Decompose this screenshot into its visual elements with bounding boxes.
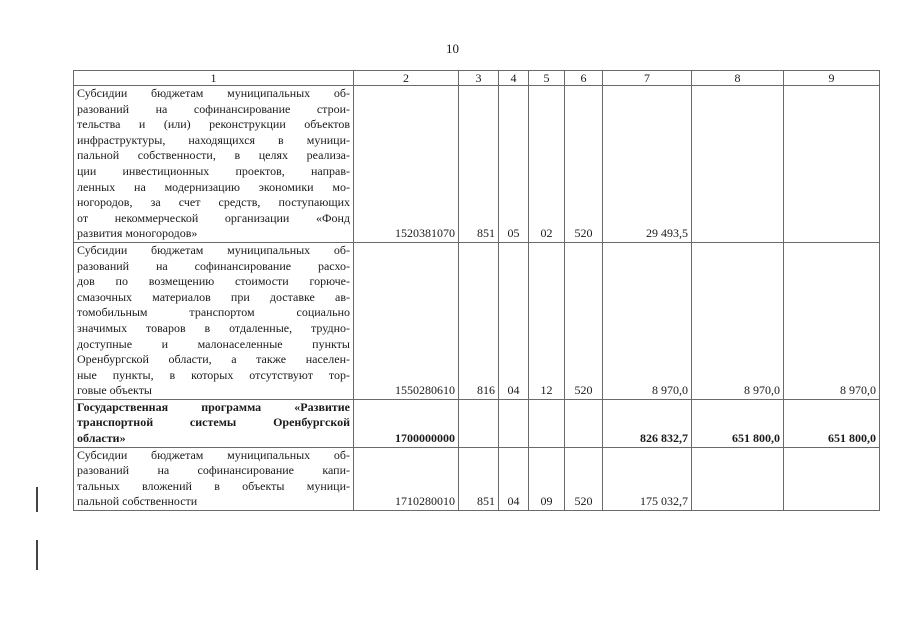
row-amount-8: 651 800,0	[692, 399, 784, 447]
margin-mark	[36, 540, 38, 570]
row-amount-8	[692, 447, 784, 510]
table-row	[74, 242, 880, 399]
description-line: Государственная программа «Развитие	[77, 399, 350, 414]
table-row	[74, 86, 880, 243]
column-header-1: 1	[74, 71, 354, 86]
row-description	[74, 399, 354, 447]
row-col-6: 520	[565, 447, 603, 510]
description-line: ции инвестиционных проектов, направ-	[77, 163, 350, 178]
row-col-3: 851	[459, 447, 499, 510]
row-code: 1700000000	[354, 399, 459, 447]
description-line: Оренбургской области, а также населен-	[77, 352, 350, 367]
row-col-3	[459, 399, 499, 447]
description-line: ные пункты, в которых отсутствуют тор-	[77, 367, 350, 382]
table-row	[74, 447, 880, 510]
description-line: области»	[77, 431, 126, 446]
description-line: томобильным транспортом социально	[77, 305, 350, 320]
row-description	[74, 447, 354, 510]
column-header-5: 5	[529, 71, 565, 86]
row-amount-9: 8 970,0	[784, 242, 880, 399]
budget-table	[73, 70, 880, 511]
column-header-4: 4	[499, 71, 529, 86]
row-col-6	[565, 399, 603, 447]
description-line: смазочных материалов при доставке ав-	[77, 289, 350, 304]
description-line: развития моногородов»	[77, 226, 198, 241]
row-description	[74, 242, 354, 399]
row-amount-8	[692, 86, 784, 243]
description-line: говые объекты	[77, 383, 152, 398]
column-header-8: 8	[692, 71, 784, 86]
row-col-4: 05	[499, 86, 529, 243]
page-number: 10	[446, 41, 459, 56]
column-header-3: 3	[459, 71, 499, 86]
description-line: инфраструктуры, находящихся в муници-	[77, 132, 350, 147]
row-col-5: 12	[529, 242, 565, 399]
row-amount-9	[784, 86, 880, 243]
column-header-9: 9	[784, 71, 880, 86]
description-line: тальных вложений в объекты муници-	[77, 478, 350, 493]
description-line: от некоммерческой организации «Фонд	[77, 210, 350, 225]
row-amount-9: 651 800,0	[784, 399, 880, 447]
column-header-2: 2	[354, 71, 459, 86]
margin-mark	[36, 487, 38, 512]
description-line: ногородов, за счет средств, поступающих	[77, 195, 350, 210]
row-amount-9	[784, 447, 880, 510]
row-col-5: 02	[529, 86, 565, 243]
description-line: ленных на модернизацию экономики мо-	[77, 179, 350, 194]
description-line: пальной собственности	[77, 494, 198, 509]
row-col-3: 851	[459, 86, 499, 243]
row-amount-7: 826 832,7	[603, 399, 692, 447]
description-line: разований на софинансирование строи-	[77, 101, 350, 116]
row-col-4	[499, 399, 529, 447]
header-row	[74, 71, 880, 86]
row-description	[74, 86, 354, 243]
description-line: Субсидии бюджетам муниципальных об-	[77, 242, 350, 257]
table-row	[74, 399, 880, 447]
description-line: разований на софинансирование расхо-	[77, 258, 350, 273]
row-amount-8: 8 970,0	[692, 242, 784, 399]
description-line: Субсидии бюджетам муниципальных об-	[77, 447, 350, 462]
description-line: транспортной системы Оренбургской	[77, 415, 350, 430]
row-col-5	[529, 399, 565, 447]
description-line: тельства и (или) реконструкции объектов	[77, 117, 350, 132]
row-code: 1520381070	[354, 86, 459, 243]
column-header-7: 7	[603, 71, 692, 86]
row-code: 1550280610	[354, 242, 459, 399]
row-col-4: 04	[499, 447, 529, 510]
description-line: Субсидии бюджетам муниципальных об-	[77, 86, 350, 100]
row-amount-7: 8 970,0	[603, 242, 692, 399]
description-line: дов по возмещению стоимости горюче-	[77, 274, 350, 289]
row-col-6: 520	[565, 242, 603, 399]
description-line: доступные и малонаселенные пункты	[77, 336, 350, 351]
description-line: значимых товаров в отдаленные, трудно-	[77, 320, 350, 335]
column-header-6: 6	[565, 71, 603, 86]
row-code: 1710280010	[354, 447, 459, 510]
description-line: пальной собственности, в целях реализа-	[77, 148, 350, 163]
row-col-5: 09	[529, 447, 565, 510]
row-col-3: 816	[459, 242, 499, 399]
row-col-4: 04	[499, 242, 529, 399]
description-line: разований на софинансирование капи-	[77, 463, 350, 478]
row-col-6: 520	[565, 86, 603, 243]
row-amount-7: 175 032,7	[603, 447, 692, 510]
row-amount-7: 29 493,5	[603, 86, 692, 243]
